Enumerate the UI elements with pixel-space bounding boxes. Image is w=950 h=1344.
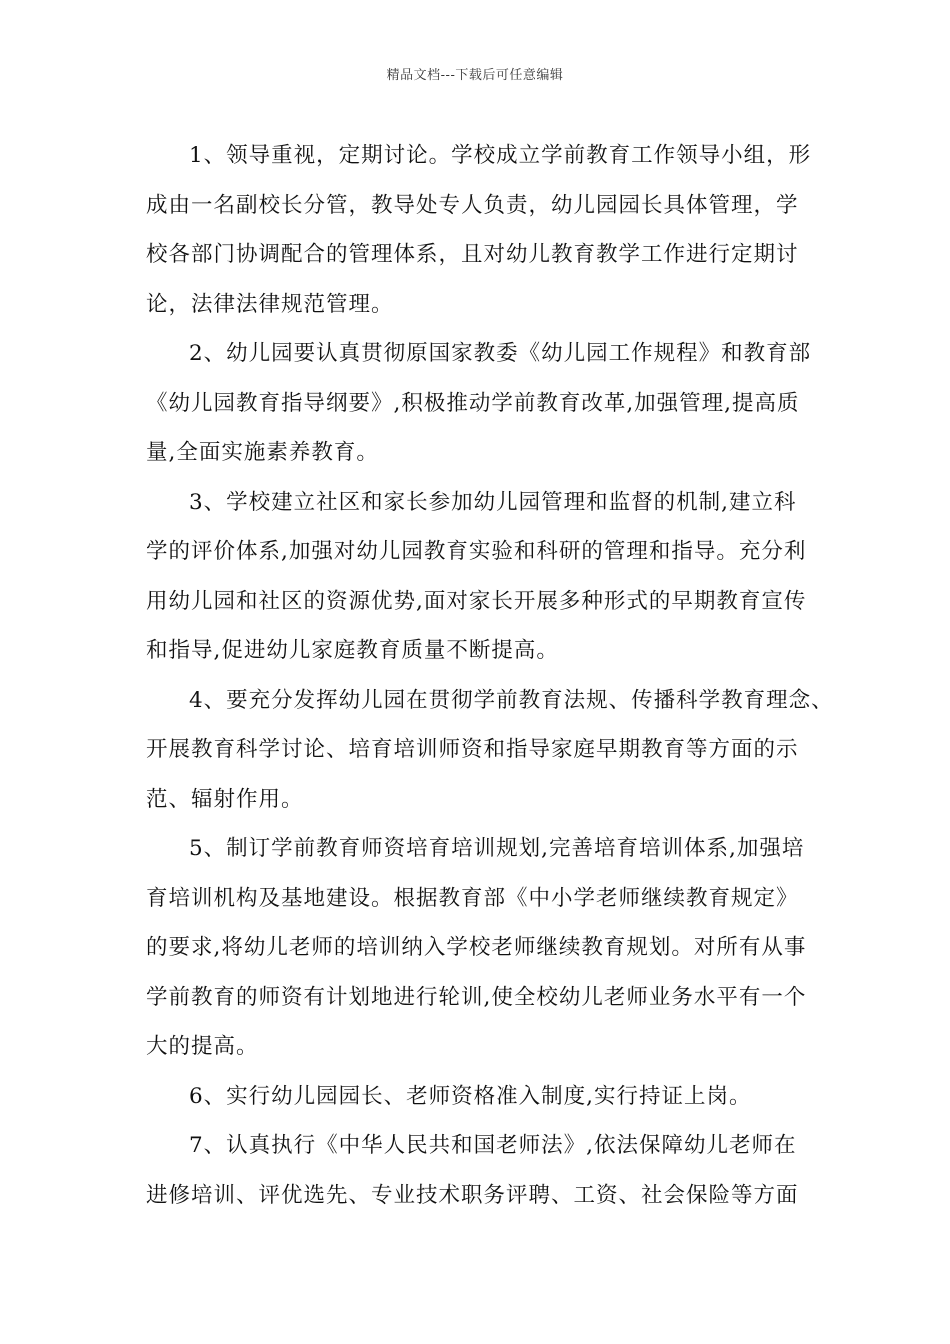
paragraph-line: 6、实行幼儿园园长、老师资格准入制度,实行持证上岗。 [189,1083,752,1109]
paragraph-line: 4、要充分发挥幼儿园在贯彻学前教育法规、传播科学教育理念、 [189,687,834,713]
paragraph-line: 1、领导重视，定期讨论。学校成立学前教育工作领导小组，形 [189,143,812,168]
paragraph-line: 3、学校建立社区和家长参加幼儿园管理和监督的机制,建立科 [189,489,797,515]
paragraph-line: 校各部门协调配合的管理体系，且对幼儿教育教学工作进行定期讨 [146,242,799,267]
paragraph-line: 5、制订学前教育师资培育培训规划,完善培育培训体系,加强培 [189,836,805,861]
paragraph-6 [146,1072,826,1122]
paragraph-4 [146,676,834,825]
paragraph-line: 范、辐射作用。 [146,786,304,812]
paragraph-line: 开展教育科学讨论、培育培训师资和指导家庭早期教育等方面的示 [146,737,799,762]
paragraph-3 [146,478,826,676]
paragraph-line: 学前教育的师资有计划地进行轮训,使全校幼儿老师业务水平有一个 [146,984,807,1010]
paragraph-line: 用幼儿园和社区的资源优势,面对家长开展多种形式的早期教育宣传 [146,588,807,614]
page-header: 精品文档---下载后可任意编辑 [386,68,564,83]
paragraph-line: 育培训机构及基地建设。根据教育部《中小学老师继续教育规定》 [146,885,799,911]
paragraph-7 [146,1121,826,1220]
paragraph-2 [146,329,826,478]
paragraph-line: 2、幼儿园要认真贯彻原国家教委《幼儿园工作规程》和教育部 [189,341,812,366]
paragraph-line: 学的评价体系,加强对幼儿园教育实验和科研的管理和指导。充分利 [146,539,807,564]
paragraph-line: 论，法律法律规范管理。 [146,291,394,317]
paragraph-5 [146,824,826,1072]
paragraph-line: 量,全面实施素养教育。 [146,440,379,465]
document-body [146,131,834,1220]
paragraph-line: 进修培训、评优选先、专业技术职务评聘、工资、社会保险等方面 [146,1182,799,1208]
paragraph-line: 成由一名副校长分管，教导处专人负责，幼儿园园长具体管理，学 [146,192,799,218]
paragraph-line: 的要求,将幼儿老师的培训纳入学校老师继续教育规划。对所有从事 [146,935,807,960]
paragraph-1 [146,131,826,329]
paragraph-line: 和指导,促进幼儿家庭教育质量不断提高。 [146,638,559,663]
paragraph-line: 大的提高。 [146,1034,259,1059]
paragraph-line: 《幼儿园教育指导纲要》,积极推动学前教育改革,加强管理,提高质 [146,390,800,416]
paragraph-line: 7、认真执行《中华人民共和国老师法》,依法保障幼儿老师在 [189,1133,797,1158]
